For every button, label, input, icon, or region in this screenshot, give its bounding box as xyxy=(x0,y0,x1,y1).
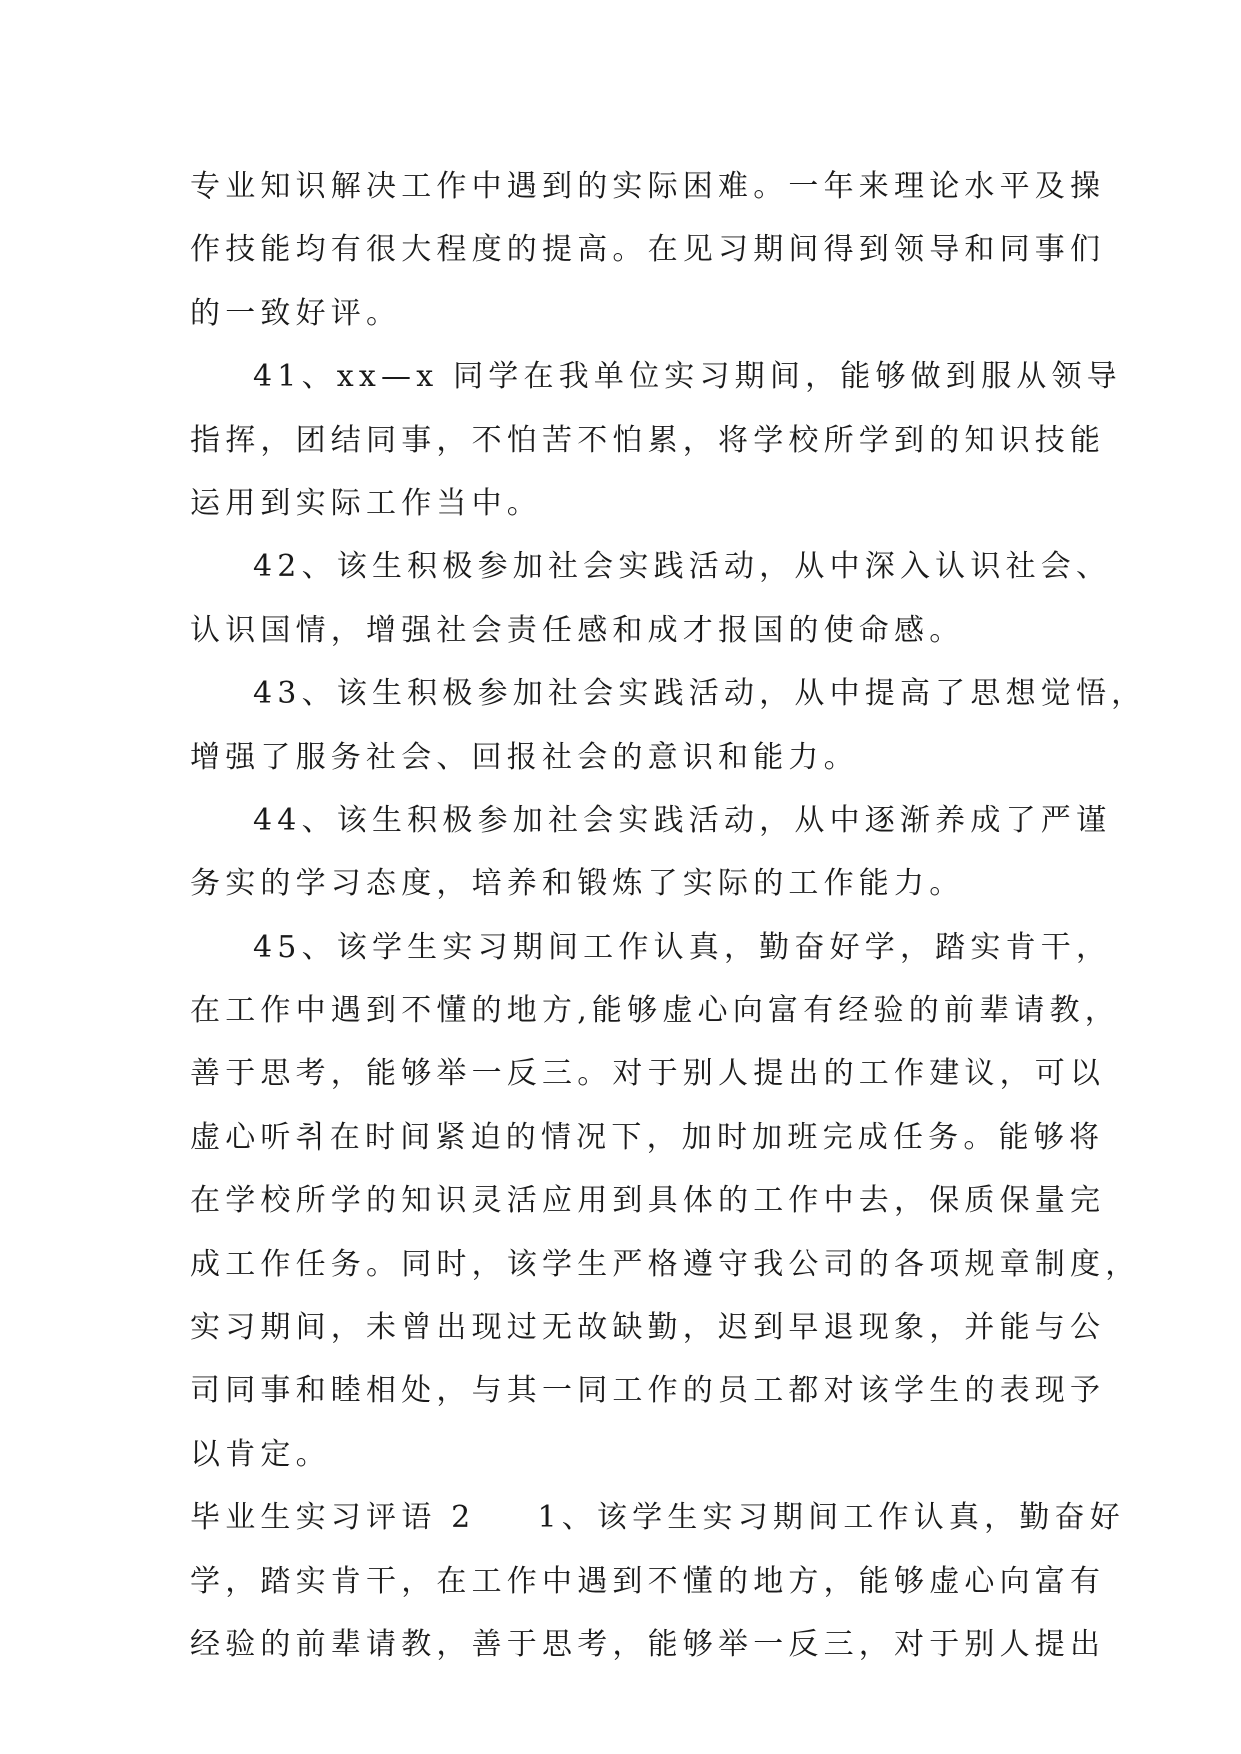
text-line: 的一致好评。 xyxy=(190,295,402,331)
paragraph-41-start: 41、xx—x 同学在我单位实习期间，能够做到服从领导 xyxy=(253,359,1122,395)
text-line: 经验的前辈请教，善于思考，能够举一反三，对于别人提出 xyxy=(190,1626,1106,1662)
paragraph-44-start: 44、该生积极参加社会实践活动，从中逐渐养成了严谨 xyxy=(253,802,1112,838)
text-line: 增强了服务社会、回报社会的意识和能力。 xyxy=(190,739,859,775)
text-line: 以肯定。 xyxy=(190,1436,331,1472)
text-line: 认识国情，增强社会责任感和成才报国的使命感。 xyxy=(190,612,965,648)
paragraph-45-start: 45、该学生实习期间工作认真，勤奋好学，踏实肯干， xyxy=(253,929,1112,965)
text-line: 虚心听취在时间紧迫的情况下，加时加班完成任务。能够将 xyxy=(190,1119,1105,1155)
document-page xyxy=(190,155,1147,1676)
text-line: 学，踏实肯干，在工作中遇到不懂的地方，能够虚心向富有 xyxy=(190,1563,1106,1599)
paragraph-42-start: 42、该生积极参加社会实践活动，从中深入认识社会、 xyxy=(253,549,1112,585)
section-heading-line xyxy=(190,1486,1125,1549)
text-line: 实习期间，未曾出现过无故缺勤，迟到早退现象，并能与公 xyxy=(190,1310,1106,1346)
text-line: 作技能均有很大程度的提高。在见习期间得到领导和同事们 xyxy=(190,232,1106,268)
text-line: 指挥，团结同事，不怕苦不怕累，将学校所学到的知识技能 xyxy=(190,422,1106,458)
paragraph-43-start: 43、该生积极参加社会实践活动，从中提高了思想觉悟， xyxy=(253,676,1147,712)
text-line: 司同事和睦相处，与其一同工作的员工都对该学生的表现予 xyxy=(190,1373,1106,1409)
section-heading: 毕业生实习评语 2 xyxy=(190,1500,476,1536)
section-first-sentence: 1、该学生实习期间工作认真，勤奋好 xyxy=(537,1500,1125,1536)
text-line: 成工作任务。同时，该学生严格遵守我公司的各项规章制度， xyxy=(190,1246,1141,1282)
text-line: 务实的学习态度，培养和锻炼了实际的工作能力。 xyxy=(190,866,965,902)
text-line: 在学校所学的知识灵活应用到具体的工作中去，保质保量完 xyxy=(190,1183,1106,1219)
text-line: 善于思考，能够举一反三。对于别人提出的工作建议，可以 xyxy=(190,1056,1106,1092)
text-line: 专业知识解决工作中遇到的实际困难。一年来理论水平及操 xyxy=(190,169,1106,204)
text-line: 运用到实际工作当中。 xyxy=(190,485,542,521)
text-line: 在工作中遇到不懂的地方,能够虚心向富有经验的前辈请教， xyxy=(190,993,1120,1029)
